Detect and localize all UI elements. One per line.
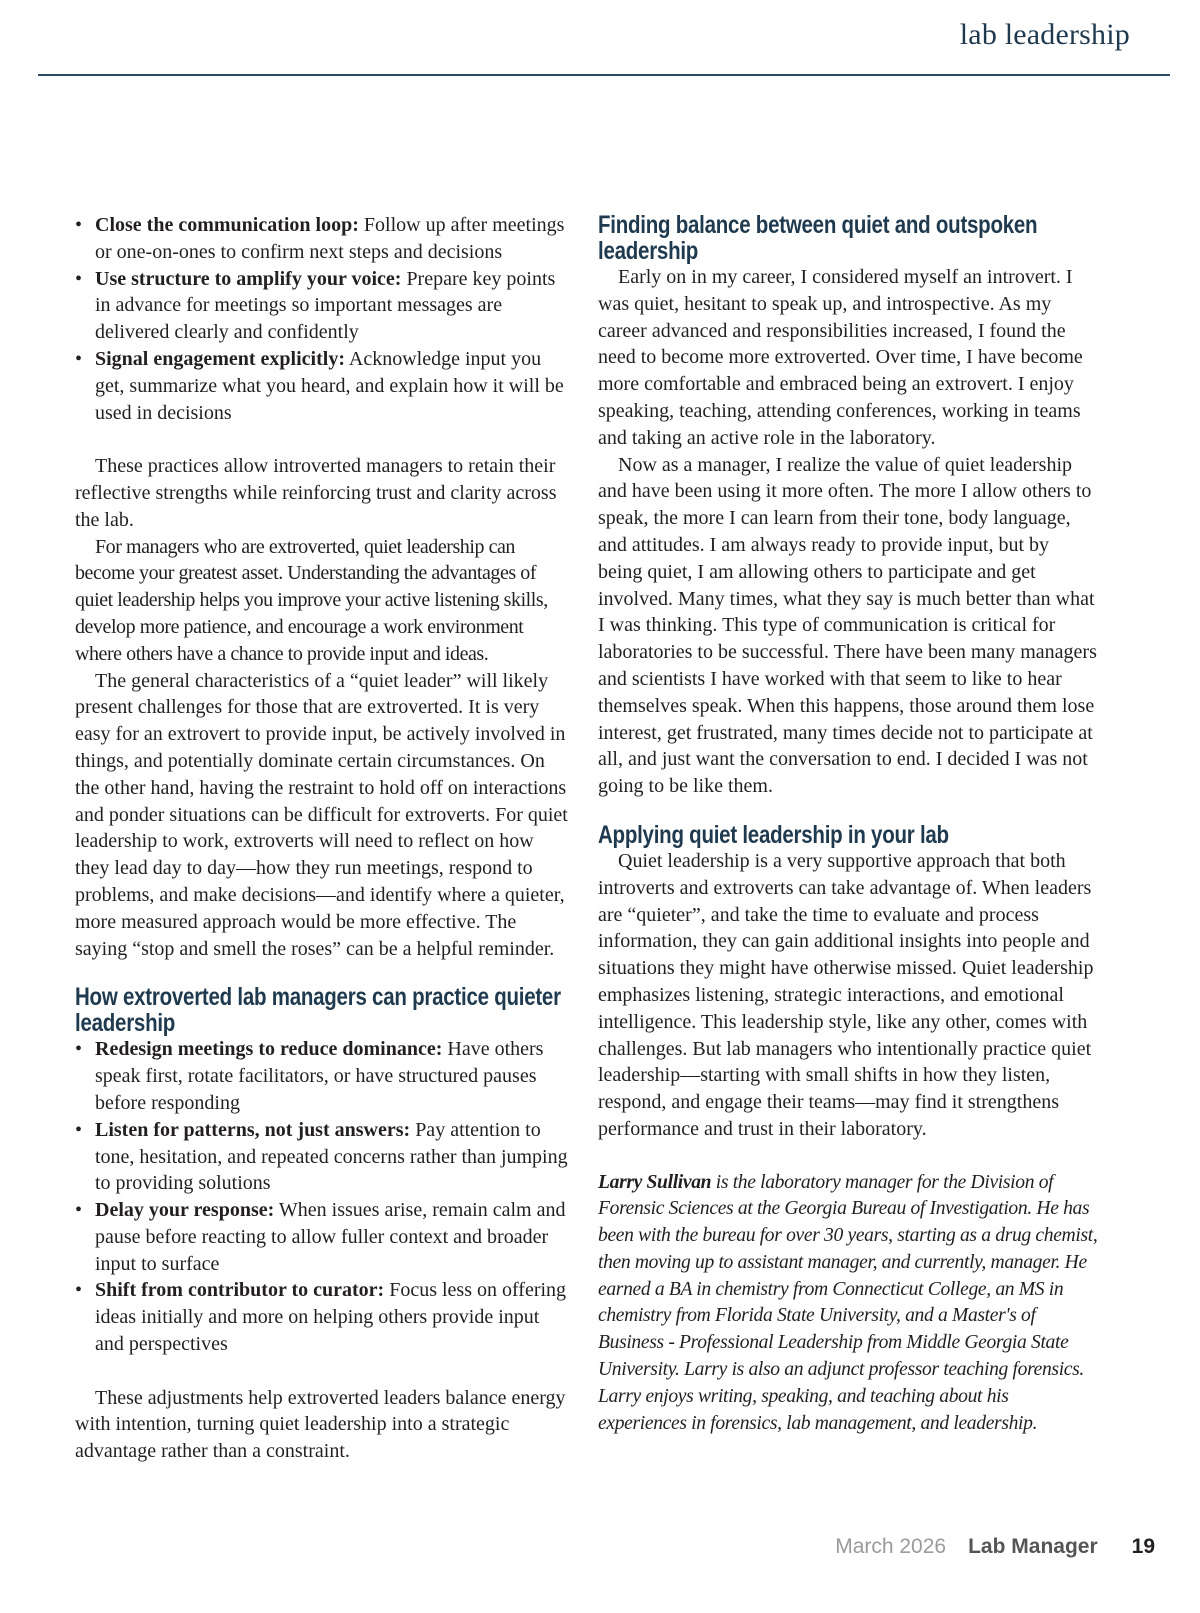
list-item	[75, 1197, 572, 1277]
bullet-icon: •	[75, 1118, 83, 1141]
body-paragraph: These practices allow introverted managers to retain their reflective strengths while reinforcing trust and clarity across the lab.	[75, 455, 557, 531]
issue-date: March 2026	[835, 1535, 947, 1558]
left-column	[75, 212, 572, 1465]
list-item	[75, 346, 572, 426]
right-column	[598, 212, 1098, 1437]
bullet-list-extrovert-tips	[75, 1036, 572, 1358]
bullet-icon: •	[75, 267, 83, 290]
bullet-text: Focus less on offering ideas initially and more on helping others provide input and perspectives	[95, 1279, 567, 1356]
body-paragraph: Early on in my career, I considered myself an introvert. I was quiet, hesitant to speak up, and introspective. As my career advanced and responsibilities increased, I found the need to become more extroverted. Over time, I have become more comfortable and embraced being an extrovert. I enjoy speaking, teaching, attending conferences, working in teams and taking an active role in the laboratory.	[598, 266, 1083, 449]
bullet-lead: Delay your response:	[95, 1199, 275, 1222]
list-item	[75, 212, 572, 266]
bullet-icon: •	[75, 1038, 83, 1061]
list-item	[75, 1117, 572, 1197]
page-footer	[835, 1535, 1155, 1559]
bullet-lead: Signal engagement explicitly:	[95, 347, 345, 370]
section-heading: How extroverted lab managers can practice quieter leadership	[75, 983, 561, 1038]
list-item	[75, 1036, 572, 1116]
section-heading: Finding balance between quiet and outspoken leadership	[598, 211, 1038, 265]
bullet-lead: Close the communication loop:	[95, 214, 359, 236]
bullet-text: Follow up after meetings or one-on-ones to confirm next steps and decisions	[95, 214, 565, 263]
author-bio-text: is the laboratory manager for the Division of Forensic Sciences at the Georgia Bureau of Investigation. He has been with the bureau for over 30 years, starting as a drug chemist, then moving up to assistant manager, and currently, manager. He earned a BA in chemistry from Connecticut College, an MS in chemistry from Florida State University, and a Master's of Business - Professional Leadership from Middle Georgia State University. Larry is also an adjunct professor teaching forensics. Larry enjoys writing, speaking, and teaching about his experiences in forensics, lab management, and leadership.	[598, 1171, 1098, 1434]
bullet-lead: Redesign meetings to reduce dominance:	[95, 1038, 443, 1061]
page-number: 19	[1131, 1535, 1155, 1558]
bullet-lead: Shift from contributor to curator:	[95, 1279, 385, 1302]
section-heading: Applying quiet leadership in your lab	[598, 820, 949, 849]
bullet-icon: •	[75, 214, 83, 236]
bullet-icon: •	[75, 1279, 83, 1302]
body-paragraph: The general characteristics of a “quiet leader” will likely present challenges for those that are extroverted. It is very easy for an extrovert to provide input, be actively involved in things, and potentially dominate certain circumstances. On the other hand, having the restraint to hold off on interactions and ponder situations can be difficult for extroverts. For quiet leadership to work, extroverts will need to reflect on how they lead day to day—how they run meetings, respond to problems, and make decisions—and identify where a quieter, more measured approach would be more effective. The saying “stop and smell the roses” can be a helpful reminder.	[75, 669, 568, 960]
bullet-lead: Listen for patterns, not just answers:	[95, 1118, 411, 1141]
section-label: lab leadership	[959, 18, 1130, 51]
bullet-icon: •	[75, 1199, 83, 1222]
author-name: Larry Sullivan	[598, 1171, 712, 1193]
bullet-text: Prepare key points in advance for meetings so important messages are delivered clearly and confidently	[95, 267, 556, 344]
bullet-text: Acknowledge input you get, summarize what you heard, and explain how it will be used in decisions	[95, 347, 564, 424]
bullet-text: Have others speak first, rotate facilitators, or have structured pauses before responding	[95, 1038, 544, 1114]
header-rule	[38, 74, 1170, 76]
list-item	[75, 1277, 572, 1357]
bullet-lead: Use structure to amplify your voice:	[95, 267, 402, 290]
body-paragraph: For managers who are extroverted, quiet leadership can become your greatest asset. Understanding the advantages of quiet leadership helps you improve your active listening skills, develop more patience, and encourage a work environment where others have a chance to provide input and ideas.	[75, 535, 548, 665]
magazine-name: Lab Manager	[968, 1535, 1098, 1558]
list-item	[75, 266, 572, 346]
body-paragraph: Quiet leadership is a very supportive approach that both introverts and extroverts can take advantage of. When leaders are “quieter”, and take the time to evaluate and process information, they can gain additional insights into people and situations they might have otherwise missed. Quiet leadership emphasizes listening, strategic interactions, and emotional intelligence. This leadership style, like any other, comes with challenges. But lab managers who intentionally practice quiet leadership—starting with small shifts in how they listen, respond, and engage their teams—may find it strengthens performance and trust in their laboratory.	[598, 849, 1094, 1140]
author-bio	[598, 1170, 1098, 1438]
body-paragraph: These adjustments help extroverted leaders balance energy with intention, turning quiet leadership into a strategic advantage rather than a constraint.	[75, 1386, 566, 1463]
bullet-list-introvert-tips	[75, 212, 572, 426]
bullet-text: When issues arise, remain calm and pause before reacting to allow fuller context and broader input to surface	[95, 1199, 566, 1275]
bullet-icon: •	[75, 347, 83, 370]
body-paragraph: Now as a manager, I realize the value of quiet leadership and have been using it more often. The more I allow others to speak, the more I can learn from their tone, body language, and attitudes. I am always ready to provide input, but by being quiet, I am allowing others to participate and get involved. Many times, what they say is much better than what I was thinking. This type of communication is critical for laboratories to be successful. There have been many managers and scientists I have worked with that seem to like to hear themselves speak. When this happens, those around them lose interest, get frustrated, many times decide not to participate at all, and just want the conversation to end. I decided I was not going to be like them.	[598, 453, 1097, 798]
bullet-text: Pay attention to tone, hesitation, and repeated concerns rather than jumping to providing solutions	[95, 1118, 568, 1195]
